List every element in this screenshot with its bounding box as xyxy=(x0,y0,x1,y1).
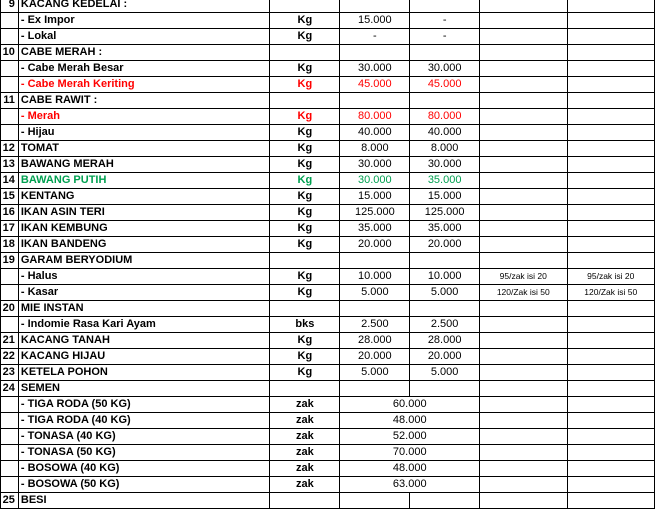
unit-cell[interactable]: zak xyxy=(270,429,340,445)
note-cell-2[interactable] xyxy=(567,301,655,317)
item-name-cell[interactable]: CABE RAWIT : xyxy=(18,93,269,109)
unit-cell[interactable]: Kg xyxy=(270,189,340,205)
price-cell-2[interactable]: 5.000 xyxy=(410,285,480,301)
table-row xyxy=(1,413,655,429)
price-cell-1[interactable]: 8.000 xyxy=(340,141,410,157)
merged-price-cell[interactable]: 52.000 xyxy=(340,429,480,445)
note-cell-1[interactable]: 120/Zak isi 50 xyxy=(480,285,567,301)
note-cell-1[interactable] xyxy=(480,221,567,237)
item-name-cell[interactable]: - Cabe Merah Keriting xyxy=(18,77,269,93)
price-cell-2[interactable]: 28.000 xyxy=(410,333,480,349)
note-cell-2[interactable] xyxy=(567,317,655,333)
table-row xyxy=(1,333,655,349)
price-cell-1[interactable]: 5.000 xyxy=(340,365,410,381)
price-cell-2[interactable]: 20.000 xyxy=(410,349,480,365)
note-cell-2[interactable] xyxy=(567,333,655,349)
note-cell-1[interactable] xyxy=(480,173,567,189)
price-cell-1[interactable]: 10.000 xyxy=(340,269,410,285)
note-cell-2[interactable] xyxy=(567,477,655,493)
note-cell-1[interactable] xyxy=(480,493,567,509)
unit-cell[interactable]: Kg xyxy=(270,157,340,173)
unit-cell[interactable] xyxy=(270,253,340,269)
price-cell-2[interactable]: 30.000 xyxy=(410,157,480,173)
item-name-cell[interactable]: GARAM BERYODIUM xyxy=(18,253,269,269)
price-cell-1[interactable]: 15.000 xyxy=(340,13,410,29)
table-row xyxy=(1,221,655,237)
item-name-cell[interactable]: - Indomie Rasa Kari Ayam xyxy=(18,317,269,333)
table-row xyxy=(1,365,655,381)
note-cell-1[interactable] xyxy=(480,365,567,381)
row-number-cell[interactable] xyxy=(1,61,19,77)
table-row xyxy=(1,173,655,189)
note-cell-2[interactable] xyxy=(567,253,655,269)
table-row xyxy=(1,61,655,77)
row-number-cell[interactable]: 23 xyxy=(1,365,19,381)
note-cell-2[interactable] xyxy=(567,173,655,189)
price-cell-1[interactable] xyxy=(340,301,410,317)
note-cell-1[interactable] xyxy=(480,445,567,461)
note-cell-1[interactable] xyxy=(480,381,567,397)
price-cell-1[interactable]: 20.000 xyxy=(340,349,410,365)
unit-cell[interactable]: Kg xyxy=(270,125,340,141)
price-cell-1[interactable] xyxy=(340,381,410,397)
price-cell-2[interactable]: 8.000 xyxy=(410,141,480,157)
item-name-cell[interactable]: CABE MERAH : xyxy=(18,45,269,61)
price-cell-2[interactable]: 15.000 xyxy=(410,189,480,205)
note-cell-2[interactable] xyxy=(567,397,655,413)
note-cell-2[interactable] xyxy=(567,77,655,93)
table-row xyxy=(1,493,655,509)
price-cell-2[interactable]: 20.000 xyxy=(410,237,480,253)
note-cell-1[interactable] xyxy=(480,109,567,125)
row-number-cell[interactable]: 14 xyxy=(1,173,19,189)
unit-cell[interactable]: Kg xyxy=(270,365,340,381)
unit-cell[interactable]: Kg xyxy=(270,109,340,125)
price-cell-1[interactable]: 15.000 xyxy=(340,189,410,205)
note-cell-2[interactable] xyxy=(567,205,655,221)
price-cell-2[interactable]: 45.000 xyxy=(410,77,480,93)
price-cell-1[interactable]: 30.000 xyxy=(340,157,410,173)
unit-cell[interactable] xyxy=(270,93,340,109)
price-cell-1[interactable]: 28.000 xyxy=(340,333,410,349)
note-cell-2[interactable] xyxy=(567,461,655,477)
item-name-cell[interactable]: BAWANG PUTIH xyxy=(18,173,269,189)
price-cell-1[interactable]: 2.500 xyxy=(340,317,410,333)
row-number-cell[interactable]: 11 xyxy=(1,93,19,109)
item-name-cell[interactable]: TOMAT xyxy=(18,141,269,157)
unit-cell[interactable]: Kg xyxy=(270,173,340,189)
unit-cell[interactable]: Kg xyxy=(270,205,340,221)
unit-cell[interactable]: Kg xyxy=(270,29,340,45)
price-cell-2[interactable]: 2.500 xyxy=(410,317,480,333)
note-cell-2[interactable] xyxy=(567,93,655,109)
note-cell-2[interactable] xyxy=(567,493,655,509)
note-cell-2[interactable] xyxy=(567,157,655,173)
unit-cell[interactable]: Kg xyxy=(270,141,340,157)
table-row xyxy=(1,29,655,45)
unit-cell[interactable]: Kg xyxy=(270,349,340,365)
note-cell-1[interactable] xyxy=(480,477,567,493)
note-cell-1[interactable] xyxy=(480,237,567,253)
row-number-cell[interactable] xyxy=(1,77,19,93)
item-name-cell[interactable]: KACANG KEDELAI : xyxy=(18,0,269,13)
unit-cell[interactable]: Kg xyxy=(270,61,340,77)
unit-cell[interactable]: zak xyxy=(270,477,340,493)
unit-cell[interactable] xyxy=(270,0,340,13)
row-number-cell[interactable]: 13 xyxy=(1,157,19,173)
item-name-cell[interactable]: BESI xyxy=(18,493,269,509)
note-cell-1[interactable] xyxy=(480,157,567,173)
price-cell-1[interactable] xyxy=(340,45,410,61)
note-cell-2[interactable] xyxy=(567,61,655,77)
price-cell-2[interactable]: 10.000 xyxy=(410,269,480,285)
table-row xyxy=(1,429,655,445)
note-cell-2[interactable] xyxy=(567,429,655,445)
row-number-cell[interactable] xyxy=(1,13,19,29)
unit-cell[interactable]: Kg xyxy=(270,13,340,29)
merged-price-cell[interactable]: 70.000 xyxy=(340,445,480,461)
row-number-cell[interactable] xyxy=(1,29,19,45)
price-cell-2[interactable]: 35.000 xyxy=(410,173,480,189)
unit-cell[interactable] xyxy=(270,301,340,317)
item-name-cell[interactable]: - TIGA RODA (50 KG) xyxy=(18,397,269,413)
price-cell-1[interactable]: - xyxy=(340,29,410,45)
merged-price-cell[interactable]: 60.000 xyxy=(340,397,480,413)
item-name-cell[interactable]: - Ex Impor xyxy=(18,13,269,29)
row-number-cell[interactable] xyxy=(1,413,19,429)
row-number-cell[interactable] xyxy=(1,397,19,413)
item-name-cell[interactable]: KETELA POHON xyxy=(18,365,269,381)
item-name-cell[interactable]: KACANG TANAH xyxy=(18,333,269,349)
item-name-cell[interactable]: - Kasar xyxy=(18,285,269,301)
price-cell-2[interactable]: - xyxy=(410,29,480,45)
unit-cell[interactable]: Kg xyxy=(270,221,340,237)
item-name-cell[interactable]: - Hijau xyxy=(18,125,269,141)
unit-cell[interactable]: Kg xyxy=(270,285,340,301)
note-cell-1[interactable] xyxy=(480,301,567,317)
note-cell-2[interactable] xyxy=(567,0,655,13)
table-row xyxy=(1,381,655,397)
row-number-cell[interactable] xyxy=(1,125,19,141)
table-row xyxy=(1,349,655,365)
note-cell-1[interactable] xyxy=(480,317,567,333)
note-cell-1[interactable] xyxy=(480,189,567,205)
note-cell-2[interactable] xyxy=(567,221,655,237)
row-number-cell[interactable] xyxy=(1,109,19,125)
price-cell-2[interactable] xyxy=(410,45,480,61)
price-cell-2[interactable] xyxy=(410,381,480,397)
price-cell-2[interactable]: 40.000 xyxy=(410,125,480,141)
note-cell-1[interactable] xyxy=(480,45,567,61)
note-cell-2[interactable] xyxy=(567,45,655,61)
price-cell-2[interactable]: 5.000 xyxy=(410,365,480,381)
item-name-cell[interactable]: SEMEN xyxy=(18,381,269,397)
note-cell-1[interactable] xyxy=(480,253,567,269)
table-row xyxy=(1,285,655,301)
note-cell-1[interactable] xyxy=(480,0,567,13)
unit-cell[interactable]: zak xyxy=(270,445,340,461)
row-number-cell[interactable] xyxy=(1,285,19,301)
row-number-cell[interactable] xyxy=(1,269,19,285)
row-number-cell[interactable]: 25 xyxy=(1,493,19,509)
item-name-cell[interactable]: - Halus xyxy=(18,269,269,285)
note-cell-2[interactable] xyxy=(567,365,655,381)
row-number-cell[interactable] xyxy=(1,445,19,461)
note-cell-1[interactable] xyxy=(480,397,567,413)
note-cell-1[interactable] xyxy=(480,429,567,445)
note-cell-1[interactable] xyxy=(480,29,567,45)
table-row xyxy=(1,189,655,205)
unit-cell[interactable]: zak xyxy=(270,461,340,477)
merged-price-cell[interactable]: 48.000 xyxy=(340,413,480,429)
table-row xyxy=(1,125,655,141)
note-cell-1[interactable] xyxy=(480,205,567,221)
item-name-cell[interactable]: - TONASA (50 KG) xyxy=(18,445,269,461)
table-row xyxy=(1,237,655,253)
unit-cell[interactable]: zak xyxy=(270,397,340,413)
price-cell-2[interactable]: - xyxy=(410,13,480,29)
item-name-cell[interactable]: - Lokal xyxy=(18,29,269,45)
merged-price-cell[interactable]: 48.000 xyxy=(340,461,480,477)
note-cell-2[interactable]: 120/Zak isi 50 xyxy=(567,285,655,301)
note-cell-2[interactable] xyxy=(567,141,655,157)
item-name-cell[interactable]: - Cabe Merah Besar xyxy=(18,61,269,77)
unit-cell[interactable]: Kg xyxy=(270,269,340,285)
price-cell-1[interactable]: 125.000 xyxy=(340,205,410,221)
note-cell-2[interactable] xyxy=(567,189,655,205)
item-name-cell[interactable]: - TONASA (40 KG) xyxy=(18,429,269,445)
row-number-cell[interactable]: 19 xyxy=(1,253,19,269)
note-cell-2[interactable] xyxy=(567,413,655,429)
row-number-cell[interactable] xyxy=(1,461,19,477)
price-table-body xyxy=(1,0,655,509)
item-name-cell[interactable]: IKAN ASIN TERI xyxy=(18,205,269,221)
row-number-cell[interactable]: 12 xyxy=(1,141,19,157)
table-row xyxy=(1,157,655,173)
note-cell-2[interactable] xyxy=(567,349,655,365)
merged-price-cell[interactable]: 63.000 xyxy=(340,477,480,493)
price-cell-2[interactable]: 30.000 xyxy=(410,61,480,77)
note-cell-2[interactable] xyxy=(567,13,655,29)
price-cell-1[interactable]: 45.000 xyxy=(340,77,410,93)
table-row xyxy=(1,253,655,269)
note-cell-1[interactable] xyxy=(480,125,567,141)
price-cell-1[interactable] xyxy=(340,253,410,269)
table-row xyxy=(1,77,655,93)
unit-cell[interactable]: Kg xyxy=(270,333,340,349)
price-cell-2[interactable]: 125.000 xyxy=(410,205,480,221)
row-number-cell[interactable]: 18 xyxy=(1,237,19,253)
price-cell-1[interactable]: 40.000 xyxy=(340,125,410,141)
price-cell-1[interactable] xyxy=(340,93,410,109)
note-cell-2[interactable] xyxy=(567,237,655,253)
note-cell-1[interactable] xyxy=(480,461,567,477)
table-row xyxy=(1,445,655,461)
price-cell-1[interactable]: 30.000 xyxy=(340,61,410,77)
price-cell-1[interactable]: 20.000 xyxy=(340,237,410,253)
unit-cell[interactable] xyxy=(270,45,340,61)
unit-cell[interactable]: bks xyxy=(270,317,340,333)
table-row xyxy=(1,301,655,317)
item-name-cell[interactable]: IKAN KEMBUNG xyxy=(18,221,269,237)
unit-cell[interactable] xyxy=(270,381,340,397)
note-cell-1[interactable] xyxy=(480,13,567,29)
item-name-cell[interactable]: KENTANG xyxy=(18,189,269,205)
item-name-cell[interactable]: MIE INSTAN xyxy=(18,301,269,317)
item-name-cell[interactable]: - BOSOWA (40 KG) xyxy=(18,461,269,477)
row-number-cell[interactable]: 17 xyxy=(1,221,19,237)
row-number-cell[interactable]: 21 xyxy=(1,333,19,349)
item-name-cell[interactable]: IKAN BANDENG xyxy=(18,237,269,253)
item-name-cell[interactable]: KACANG HIJAU xyxy=(18,349,269,365)
price-cell-2[interactable] xyxy=(410,0,480,13)
note-cell-2[interactable] xyxy=(567,125,655,141)
item-name-cell[interactable]: - Merah xyxy=(18,109,269,125)
note-cell-2[interactable] xyxy=(567,445,655,461)
note-cell-2[interactable] xyxy=(567,381,655,397)
row-number-cell[interactable] xyxy=(1,477,19,493)
item-name-cell[interactable]: BAWANG MERAH xyxy=(18,157,269,173)
price-cell-1[interactable] xyxy=(340,493,410,509)
row-number-cell[interactable] xyxy=(1,429,19,445)
note-cell-1[interactable] xyxy=(480,93,567,109)
row-number-cell[interactable]: 24 xyxy=(1,381,19,397)
row-number-cell[interactable]: 15 xyxy=(1,189,19,205)
note-cell-1[interactable] xyxy=(480,349,567,365)
row-number-cell[interactable]: 16 xyxy=(1,205,19,221)
unit-cell[interactable] xyxy=(270,493,340,509)
note-cell-2[interactable] xyxy=(567,29,655,45)
row-number-cell[interactable]: 20 xyxy=(1,301,19,317)
note-cell-2[interactable] xyxy=(567,109,655,125)
item-name-cell[interactable]: - BOSOWA (50 KG) xyxy=(18,477,269,493)
price-cell-2[interactable] xyxy=(410,301,480,317)
table-row xyxy=(1,269,655,285)
table-row xyxy=(1,0,655,13)
row-number-cell[interactable] xyxy=(1,317,19,333)
price-cell-2[interactable] xyxy=(410,93,480,109)
price-cell-2[interactable]: 35.000 xyxy=(410,221,480,237)
row-number-cell[interactable]: 10 xyxy=(1,45,19,61)
note-cell-1[interactable] xyxy=(480,141,567,157)
price-cell-1[interactable]: 80.000 xyxy=(340,109,410,125)
table-row xyxy=(1,93,655,109)
table-row xyxy=(1,141,655,157)
price-cell-1[interactable] xyxy=(340,0,410,13)
table-row xyxy=(1,13,655,29)
price-cell-2[interactable]: 80.000 xyxy=(410,109,480,125)
table-row xyxy=(1,397,655,413)
table-row xyxy=(1,109,655,125)
item-name-cell[interactable]: - TIGA RODA (40 KG) xyxy=(18,413,269,429)
note-cell-1[interactable]: 95/zak isi 20 xyxy=(480,269,567,285)
row-number-cell[interactable]: 22 xyxy=(1,349,19,365)
row-number-cell[interactable]: 9 xyxy=(1,0,19,13)
note-cell-1[interactable] xyxy=(480,77,567,93)
unit-cell[interactable]: Kg xyxy=(270,237,340,253)
table-row xyxy=(1,461,655,477)
price-cell-2[interactable] xyxy=(410,253,480,269)
unit-cell[interactable]: zak xyxy=(270,413,340,429)
note-cell-1[interactable] xyxy=(480,413,567,429)
table-row xyxy=(1,205,655,221)
table-row xyxy=(1,45,655,61)
price-cell-1[interactable]: 30.000 xyxy=(340,173,410,189)
price-cell-2[interactable] xyxy=(410,493,480,509)
price-cell-1[interactable]: 5.000 xyxy=(340,285,410,301)
note-cell-2[interactable]: 95/zak isi 20 xyxy=(567,269,655,285)
table-row xyxy=(1,477,655,493)
price-cell-1[interactable]: 35.000 xyxy=(340,221,410,237)
unit-cell[interactable]: Kg xyxy=(270,77,340,93)
table-row xyxy=(1,317,655,333)
note-cell-1[interactable] xyxy=(480,333,567,349)
note-cell-1[interactable] xyxy=(480,61,567,77)
